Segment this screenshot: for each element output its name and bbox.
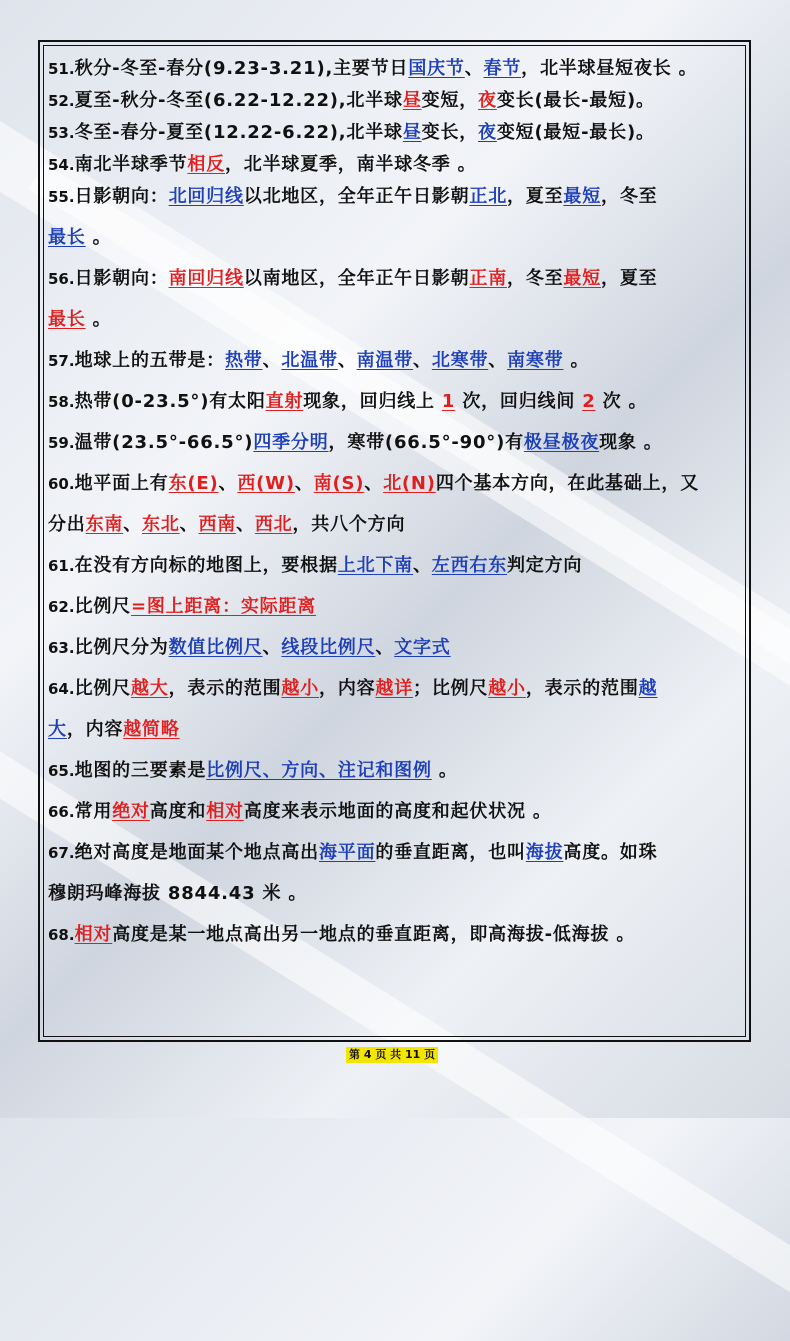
note-text: 热带(0-23.5°)有太阳 — [74, 391, 266, 412]
keyword-blue: 大 — [48, 719, 67, 740]
note-67-cont — [48, 884, 746, 904]
note-text: 秋分-冬至-春分(9.23-3.21),主要节日 — [74, 58, 409, 79]
note-text: ，冬至 — [507, 268, 564, 289]
note-text: 冬至-春分-夏至(12.22-6.22),北半球 — [74, 122, 403, 143]
note-number: 60. — [48, 475, 75, 493]
note-text: ，北半球夏季，南半球冬季 。 — [225, 154, 477, 175]
keyword-red: 西北 — [254, 514, 293, 535]
keyword-blue: 线段比例尺 — [281, 637, 376, 658]
note-number: 57. — [48, 352, 75, 370]
keyword-red: 越详 — [375, 678, 414, 699]
note-text: 次 。 — [595, 391, 648, 412]
keyword-red: 昼 — [402, 90, 422, 111]
note-text: 、 — [413, 350, 432, 371]
keyword-red: 绝对 — [112, 801, 150, 822]
note-54 — [48, 155, 746, 175]
keyword-blue: 北温带 — [281, 350, 338, 371]
note-number: 64. — [48, 680, 75, 698]
note-number: 61. — [48, 557, 75, 575]
keyword-blue: 正北 — [469, 186, 507, 207]
note-text: ，表示的范围 — [525, 678, 639, 699]
keyword-blue: 春节 — [483, 58, 522, 79]
keyword-red: 相对 — [74, 924, 113, 945]
note-number: 58. — [48, 393, 75, 411]
note-text: 、 — [123, 514, 143, 535]
keyword-red: 最长 — [48, 309, 86, 330]
note-55 — [48, 187, 746, 207]
note-text: 、 — [412, 555, 432, 576]
note-number: 51. — [48, 60, 75, 78]
note-text: ，冬至 — [601, 186, 658, 207]
note-text: ，内容 — [66, 719, 124, 740]
note-text: 。 — [85, 227, 112, 248]
note-text: 、 — [262, 637, 282, 658]
keyword-blue: 昼 — [402, 122, 422, 143]
note-text: 现象，回归线上 — [303, 391, 442, 412]
note-number: 59. — [48, 434, 75, 452]
note-text: 变长(最长-最短)。 — [496, 90, 655, 111]
note-68 — [48, 925, 746, 945]
keyword-blue: 四季分明 — [253, 432, 329, 453]
note-text: 变短(最短-最长)。 — [496, 122, 655, 143]
note-55-cont — [48, 228, 746, 248]
note-text: ，北半球昼短夜长 。 — [521, 58, 698, 79]
note-text: 、 — [488, 350, 508, 371]
note-text: 、 — [464, 58, 484, 79]
keyword-blue: 南寒带 — [507, 350, 564, 371]
note-62 — [48, 597, 746, 617]
note-number: 54. — [48, 156, 75, 174]
note-text: 比例尺 — [74, 596, 131, 617]
note-number: 66. — [48, 803, 75, 821]
keyword-red: 最短 — [563, 268, 602, 289]
keyword-blue: 文字式 — [394, 637, 451, 658]
note-text: 。 — [85, 309, 112, 330]
note-text: 的垂直距离，也叫 — [375, 842, 526, 863]
keyword-red: 相对 — [206, 801, 244, 822]
keyword-blue: 热带 — [224, 350, 263, 371]
note-number: 68. — [48, 926, 75, 944]
keyword-red: 西(W) — [237, 473, 295, 494]
note-text: 地图的三要素是 — [74, 760, 207, 781]
note-text: 南北半球季节 — [74, 154, 188, 175]
keyword-blue: 越 — [638, 678, 658, 699]
note-text: ，共八个方向 — [292, 514, 406, 535]
note-66 — [48, 802, 746, 822]
note-text: ，夏至 — [601, 268, 658, 289]
keyword-red: 东北 — [142, 514, 180, 535]
keyword-red: 东(E) — [168, 473, 219, 494]
note-text: 、 — [262, 350, 282, 371]
note-text: ，寒带(66.5°-90°)有 — [328, 432, 524, 453]
note-text: 高度和 — [149, 801, 207, 822]
note-text: 地球上的五带是： — [74, 350, 225, 371]
keyword-blue: 最短 — [563, 186, 602, 207]
keyword-blue: 国庆节 — [408, 58, 465, 79]
note-text: 、 — [218, 473, 238, 494]
note-text: 以北地区，全年正午日影朝 — [243, 186, 470, 207]
note-53 — [48, 123, 746, 143]
note-text: 分出 — [48, 514, 86, 535]
note-text: 变短， — [421, 90, 479, 111]
keyword-red: 北(N) — [383, 473, 436, 494]
note-text: 、 — [179, 514, 199, 535]
keyword-blue: 最长 — [48, 227, 86, 248]
keyword-red: 南(S) — [313, 473, 365, 494]
note-number: 65. — [48, 762, 75, 780]
keyword-red: 东南 — [85, 514, 124, 535]
keyword-red: =图上距离：实际距离 — [130, 596, 317, 617]
keyword-blue: 海平面 — [318, 842, 376, 863]
note-text: 地平面上有 — [74, 473, 169, 494]
note-text: 夏至-秋分-冬至(6.22-12.22),北半球 — [74, 90, 403, 111]
note-text: 次，回归线间 — [455, 391, 583, 412]
page-number-label: 第 4 页 共 11 页 — [346, 1047, 438, 1063]
note-64-cont — [48, 720, 746, 740]
note-number: 55. — [48, 188, 75, 206]
note-text: 、 — [294, 473, 314, 494]
keyword-blue: 海拔 — [525, 842, 564, 863]
note-text: 日影朝向： — [74, 186, 169, 207]
keyword-red: 西南 — [198, 514, 237, 535]
note-58 — [48, 392, 746, 412]
keyword-blue: 极昼极夜 — [523, 432, 600, 453]
note-number: 53. — [48, 124, 75, 142]
keyword-red: 1 — [441, 391, 456, 412]
keyword-red: 夜 — [478, 90, 497, 111]
keyword-red: 相反 — [187, 154, 225, 175]
note-text: 日影朝向： — [74, 268, 169, 289]
note-text: 以南地区，全年正午日影朝 — [243, 268, 470, 289]
keyword-blue: 比例尺、方向、注记和图例 — [206, 760, 432, 781]
note-text: 。 — [563, 350, 590, 371]
keyword-blue: 北寒带 — [431, 350, 489, 371]
note-text: 。 — [431, 760, 458, 781]
note-text: 比例尺分为 — [74, 637, 169, 658]
note-60-cont — [48, 515, 746, 535]
note-text: 判定方向 — [507, 555, 583, 576]
note-65 — [48, 761, 746, 781]
note-text: 、 — [337, 350, 357, 371]
note-number: 63. — [48, 639, 75, 657]
keyword-blue: 上北下南 — [337, 555, 413, 576]
note-number: 67. — [48, 844, 75, 862]
note-text: 变长， — [421, 122, 479, 143]
keyword-red: 2 — [582, 391, 596, 412]
keyword-blue: 夜 — [478, 122, 497, 143]
note-52 — [48, 91, 746, 111]
note-text: 常用 — [74, 801, 113, 822]
keyword-blue: 南温带 — [356, 350, 414, 371]
note-text: 现象 。 — [599, 432, 663, 453]
note-text: 在没有方向标的地图上，要根据 — [74, 555, 338, 576]
note-text: ，表示的范围 — [168, 678, 282, 699]
note-text: ；比例尺 — [413, 678, 489, 699]
note-number: 62. — [48, 598, 75, 616]
note-67 — [48, 843, 746, 863]
keyword-red: 正南 — [469, 268, 507, 289]
note-text: 比例尺 — [74, 678, 131, 699]
note-57 — [48, 351, 746, 371]
note-text: 温带(23.5°-66.5°) — [74, 432, 254, 453]
note-text: 高度。如珠 — [563, 842, 658, 863]
keyword-blue: 左西右东 — [431, 555, 507, 576]
keyword-red: 越小 — [488, 678, 526, 699]
note-text: 、 — [364, 473, 384, 494]
note-text: 穆朗玛峰海拔 8844.43 米 。 — [48, 883, 308, 904]
note-text: 、 — [236, 514, 255, 535]
note-56-cont — [48, 310, 746, 330]
note-text: 高度是某一地点高出另一地点的垂直距离，即高海拔-低海拔 。 — [112, 924, 636, 945]
note-64 — [48, 679, 746, 699]
keyword-red: 越大 — [130, 678, 169, 699]
note-56 — [48, 269, 746, 289]
note-63 — [48, 638, 746, 658]
note-number: 56. — [48, 270, 75, 288]
note-61 — [48, 556, 746, 576]
note-number: 52. — [48, 92, 75, 110]
keyword-red: 越小 — [281, 678, 320, 699]
note-text: 高度来表示地面的高度和起伏状况 。 — [243, 801, 552, 822]
note-51 — [48, 59, 746, 79]
note-60 — [48, 474, 746, 494]
note-text: ，夏至 — [507, 186, 564, 207]
note-59 — [48, 433, 746, 453]
keyword-red: 直射 — [265, 391, 304, 412]
note-text: ，内容 — [319, 678, 376, 699]
notes-content — [48, 48, 746, 945]
keyword-red: 南回归线 — [168, 268, 244, 289]
keyword-red: 越简略 — [123, 719, 180, 740]
note-text: 绝对高度是地面某个地点高出 — [74, 842, 319, 863]
keyword-blue: 北回归线 — [168, 186, 244, 207]
keyword-blue: 数值比例尺 — [168, 637, 263, 658]
note-text: 四个基本方向，在此基础上，又 — [435, 473, 700, 494]
note-text: 、 — [375, 637, 395, 658]
